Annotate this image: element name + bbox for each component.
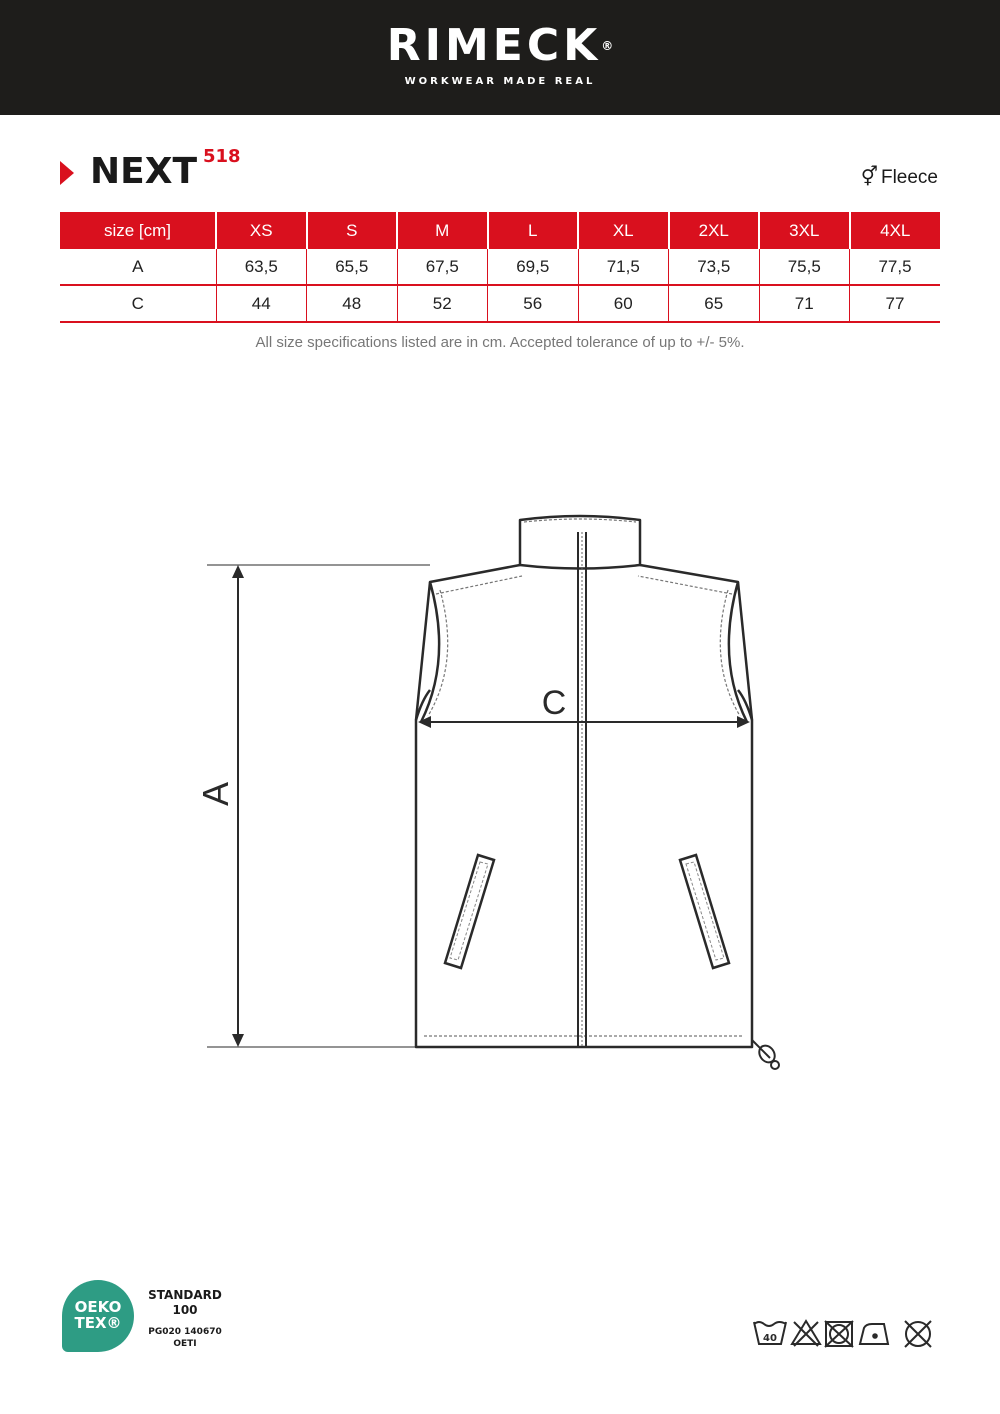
- table-cell: 75,5: [759, 249, 850, 285]
- left-pocket: [445, 855, 494, 968]
- oeko-certificate-code: [140, 1326, 230, 1350]
- drawcord-toggle: [752, 1040, 779, 1069]
- oeko-standard: [140, 1288, 230, 1318]
- brand-tagline: WORKWEAR MADE REAL: [404, 76, 596, 87]
- unisex-gender-icon: ⚥: [860, 166, 878, 188]
- standard-line1: STANDARD: [148, 1288, 222, 1302]
- table-cell: 52: [397, 285, 488, 322]
- product-code: 518: [203, 146, 241, 167]
- right-pocket: [680, 855, 729, 968]
- measure-label-c: C: [541, 684, 567, 722]
- standard-line2: 100: [172, 1303, 198, 1317]
- no-bleach-icon: [792, 1321, 820, 1346]
- table-cell: 77: [850, 285, 941, 322]
- size-column-header: XS: [216, 212, 307, 249]
- zipper: [578, 532, 586, 1047]
- table-cell: 73,5: [669, 249, 760, 285]
- tolerance-note: All size specifications listed are in cm. Accepted tolerance of up to +/- 5%.: [255, 334, 745, 351]
- size-column-header: L: [488, 212, 579, 249]
- size-column-header: 4XL: [850, 212, 941, 249]
- table-cell: 71: [759, 285, 850, 322]
- product-name: NEXT: [90, 151, 198, 192]
- wash-temperature: 40: [763, 1333, 777, 1344]
- wash-40-icon: [754, 1322, 786, 1344]
- table-cell: 67,5: [397, 249, 488, 285]
- size-column-header: M: [397, 212, 488, 249]
- vest-outline: [416, 516, 752, 1047]
- row-label: C: [60, 285, 216, 322]
- table-cell: 65: [669, 285, 760, 322]
- care-symbols: [752, 1318, 938, 1350]
- certificate-code: PG020 140670: [148, 1327, 222, 1337]
- no-tumble-dry-icon: [825, 1321, 853, 1347]
- material-text: Fleece: [880, 167, 938, 188]
- table-cell: 71,5: [578, 249, 669, 285]
- iron-low-icon: [860, 1324, 888, 1344]
- measure-label-a: A: [195, 781, 236, 807]
- table-cell: 48: [307, 285, 398, 322]
- oeko-text-line1: OEKO: [74, 1298, 122, 1316]
- certificate-institute: OETI: [173, 1339, 197, 1349]
- table-cell: 77,5: [850, 249, 941, 285]
- row-label: A: [60, 249, 216, 285]
- table-cell: 44: [216, 285, 307, 322]
- oeko-text-line2: TEX®: [74, 1314, 122, 1332]
- oeko-tex-logo: [62, 1280, 134, 1352]
- table-cell: 63,5: [216, 249, 307, 285]
- table-cell: 56: [488, 285, 579, 322]
- size-header-label: size [cm]: [60, 212, 216, 249]
- brand-logo: RIMECK®: [386, 20, 614, 71]
- size-column-header: 2XL: [669, 212, 760, 249]
- table-cell: 60: [578, 285, 669, 322]
- size-column-header: 3XL: [759, 212, 850, 249]
- no-dry-clean-icon: [905, 1321, 931, 1347]
- size-column-header: S: [307, 212, 398, 249]
- size-column-header: XL: [578, 212, 669, 249]
- registered-mark: ®: [601, 39, 614, 53]
- measure-c: [418, 716, 750, 728]
- vest-stitching: [424, 519, 744, 1036]
- table-cell: 65,5: [307, 249, 398, 285]
- table-cell: 69,5: [488, 249, 579, 285]
- measure-a: [207, 565, 430, 1047]
